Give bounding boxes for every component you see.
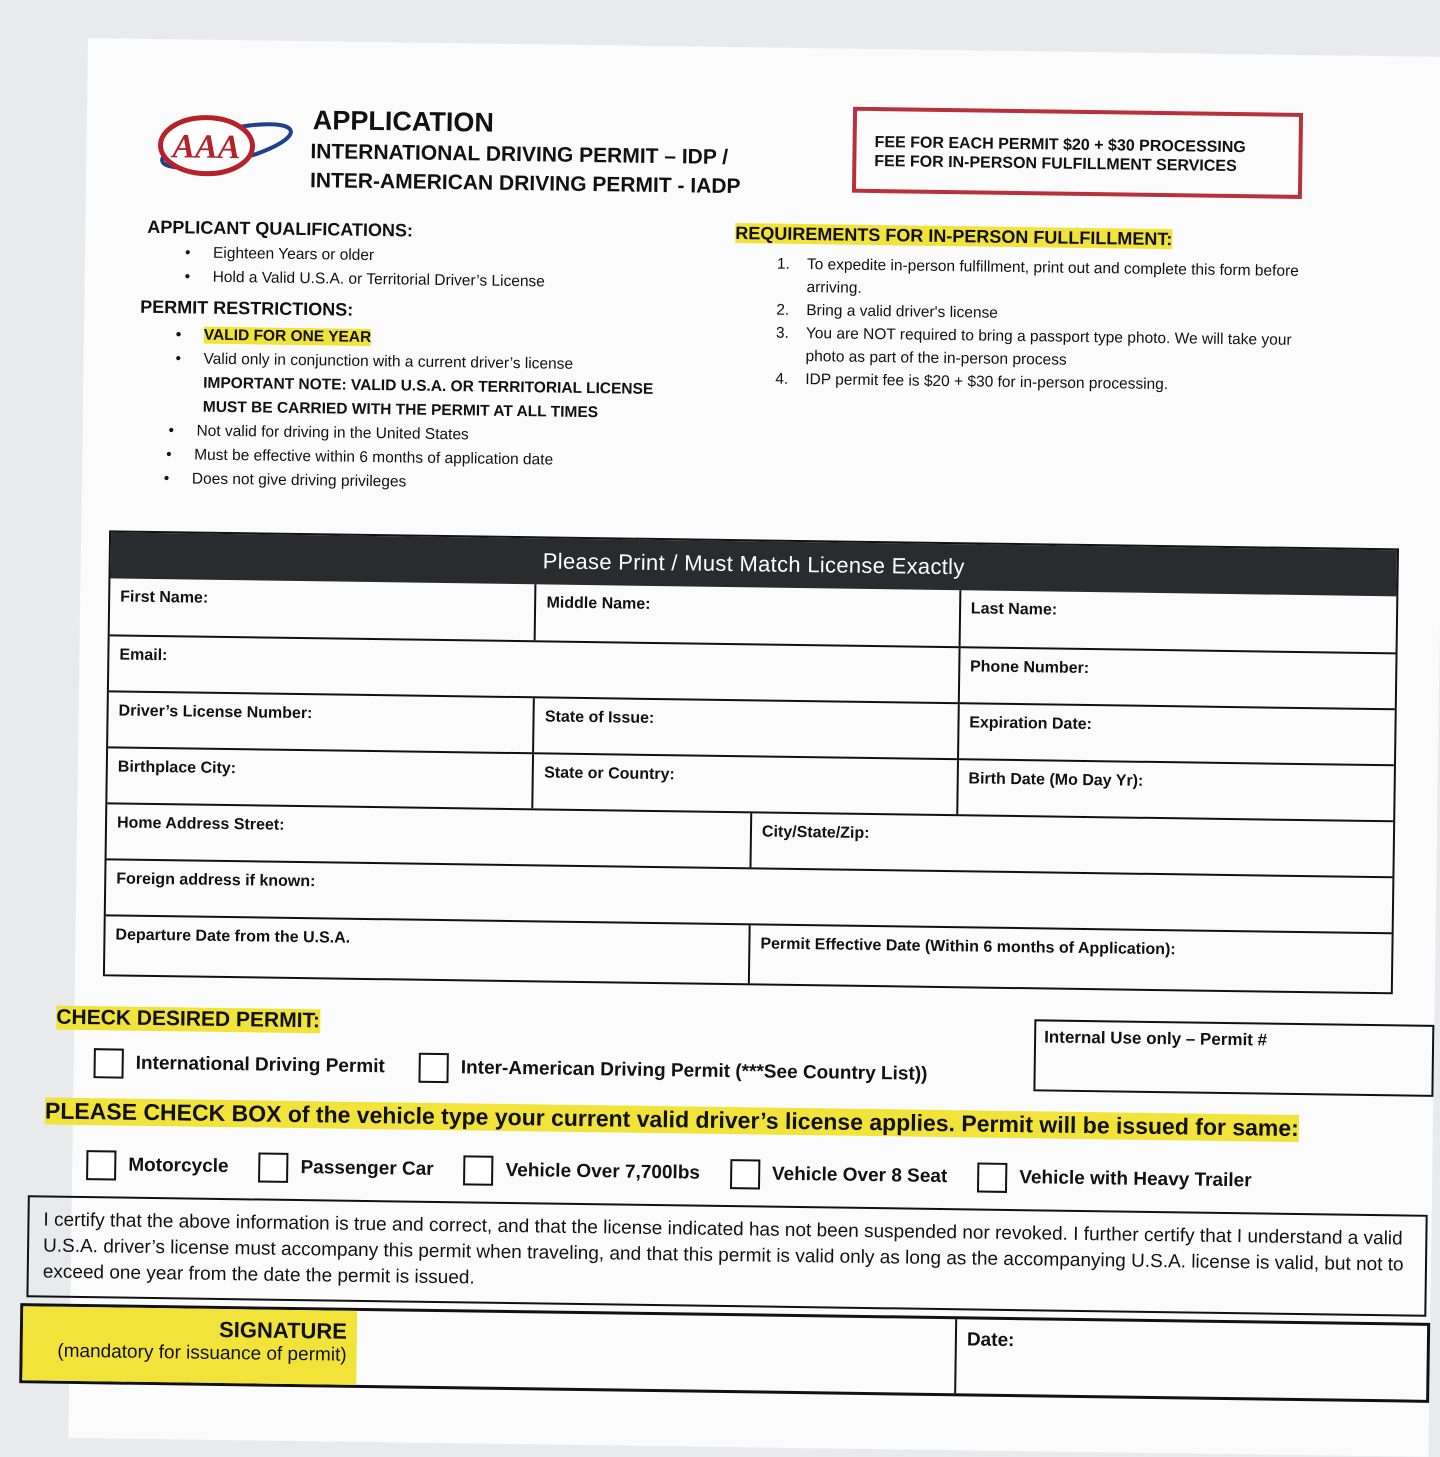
state-or-country-field[interactable]: State or Country: xyxy=(532,754,957,814)
permit-restrictions xyxy=(138,297,655,501)
check-permit-heading: CHECK DESIRED PERMIT: xyxy=(56,1005,321,1033)
subtitle-line-2: INTER-AMERICAN DRIVING PERMIT - IADP xyxy=(309,169,741,199)
first-name-field[interactable]: First Name: xyxy=(120,588,209,607)
signature-title: SIGNATURE xyxy=(218,1316,348,1344)
state-of-issue-field[interactable]: State of Issue: xyxy=(532,698,957,758)
fee-notice xyxy=(852,107,1303,199)
item-number: 4. xyxy=(775,370,789,388)
signature-subtitle: (mandatory for issuance of permit) xyxy=(57,1340,347,1366)
list-item: • Valid only in conjunction with a current driver’s license xyxy=(203,351,653,375)
middle-name-field[interactable]: Middle Name: xyxy=(534,584,959,646)
last-name-field[interactable]: Last Name: xyxy=(958,590,1396,652)
requirements-heading: REQUIREMENTS FOR IN-PERSON FULLFILLMENT: xyxy=(735,223,1173,250)
expiration-date-field[interactable]: Expiration Date: xyxy=(957,704,1395,764)
aaa-logo xyxy=(156,107,297,189)
option-label: International Driving Permit xyxy=(135,1052,385,1078)
form-subtitle xyxy=(310,137,741,201)
city-state-zip-field[interactable]: City/State/Zip: xyxy=(749,813,1393,876)
important-note-1: IMPORTANT NOTE: VALID U.S.A. OR TERRITORIAL LICENSE xyxy=(203,374,654,398)
item-text: To expedite in-person fulfillment, print out and complete this form before arriving. xyxy=(806,256,1299,297)
list-item xyxy=(204,327,654,351)
signature-label xyxy=(22,1306,357,1385)
form-banner: Please Print / Must Match License Exactly xyxy=(110,532,1397,596)
restrictions-heading: PERMIT RESTRICTIONS: xyxy=(140,296,354,320)
fee-line-1: FEE FOR EACH PERMIT $20 + $30 PROCESSING xyxy=(874,133,1246,157)
application-form-page xyxy=(42,38,1440,1457)
license-number-field[interactable]: Driver’s License Number: xyxy=(118,702,313,723)
list-item xyxy=(776,253,1305,306)
iadp-checkbox-option[interactable] xyxy=(419,1053,928,1090)
list-item xyxy=(775,322,1304,375)
applicant-qualifications xyxy=(146,217,545,298)
checkbox[interactable] xyxy=(977,1163,1007,1193)
item-number: 1. xyxy=(776,255,790,273)
item-number: 2. xyxy=(776,301,790,319)
motorcycle-option[interactable] xyxy=(86,1150,229,1182)
checkbox[interactable] xyxy=(258,1152,288,1182)
qualifications-heading: APPLICANT QUALIFICATIONS: xyxy=(147,216,414,241)
option-label: Motorcycle xyxy=(128,1154,229,1178)
permit-options xyxy=(93,1048,927,1090)
internal-use-box: Internal Use only – Permit # xyxy=(1033,1019,1434,1097)
option-label: Vehicle with Heavy Trailer xyxy=(1019,1167,1252,1192)
item-text: You are NOT required to bring a passport type photo. We will take your photo as part of the in-person process xyxy=(805,325,1292,369)
vehicle-options xyxy=(86,1150,1252,1196)
applicant-info-table xyxy=(103,530,1399,994)
list-item: • Eighteen Years or older xyxy=(213,245,545,268)
signature-row xyxy=(19,1303,1430,1403)
email-field[interactable]: Email: xyxy=(119,646,168,665)
valid-one-year-highlight: VALID FOR ONE YEAR xyxy=(203,326,372,346)
item-number: 3. xyxy=(775,324,790,342)
svg-text:AAA: AAA xyxy=(172,128,241,167)
heavy-trailer-option[interactable] xyxy=(977,1163,1252,1197)
foreign-address-field[interactable]: Foreign address if known: xyxy=(116,870,316,891)
vehicle-over-8-seat-option[interactable] xyxy=(730,1159,948,1192)
item-text: Bring a valid driver's license xyxy=(806,302,998,322)
home-address-field[interactable]: Home Address Street: xyxy=(116,814,285,834)
certification-statement: I certify that the above information is true and correct, and that the license indicated has not been suspended nor revoked. I further certify that I understand a valid U.S.A. driver’s license must accompany this permit when traveling, and that this permit is valid only as long as the accompanying U.S.A. license is valid, but not to exceed one year from the date the permit is issued. xyxy=(26,1195,1427,1317)
checkbox[interactable] xyxy=(730,1159,760,1189)
form-title: APPLICATION xyxy=(312,105,495,138)
option-label: Vehicle Over 7,700lbs xyxy=(505,1159,701,1184)
list-item: • Does not give driving privileges xyxy=(192,470,652,494)
birth-date-field[interactable]: Birth Date (Mo Day Yr): xyxy=(956,760,1394,820)
list-item: • Must be effective within 6 months of application date xyxy=(194,447,652,471)
vehicle-over-7700-option[interactable] xyxy=(463,1155,700,1188)
signature-field[interactable] xyxy=(356,1311,957,1393)
departure-date-field[interactable]: Departure Date from the U.S.A. xyxy=(115,926,351,947)
list-item: • Hold a Valid U.S.A. or Territorial Driver’s License xyxy=(213,269,545,292)
checkbox[interactable] xyxy=(93,1048,123,1078)
phone-field[interactable]: Phone Number: xyxy=(958,648,1396,708)
checkbox[interactable] xyxy=(86,1150,116,1180)
effective-date-field[interactable]: Permit Effective Date (Within 6 months of Application): xyxy=(748,925,1392,992)
in-person-requirements xyxy=(733,223,1305,398)
item-text: IDP permit fee is $20 + $30 for in-person processing. xyxy=(805,371,1169,394)
list-item: • Not valid for driving in the United States xyxy=(196,423,652,447)
vehicle-type-heading: PLEASE CHECK BOX of the vehicle type your current valid driver’s license applies. Permit will be issued for same: xyxy=(44,1097,1299,1142)
fee-line-2: FEE FOR IN-PERSON FULFILLMENT SERVICES xyxy=(874,152,1237,176)
idp-checkbox-option[interactable] xyxy=(93,1048,385,1082)
subtitle-line-1: INTERNATIONAL DRIVING PERMIT – IDP / xyxy=(310,140,729,169)
option-label: Vehicle Over 8 Seat xyxy=(771,1163,948,1188)
important-note-2: MUST BE CARRIED WITH THE PERMIT AT ALL TIMES xyxy=(202,398,599,422)
birthplace-city-field[interactable]: Birthplace City: xyxy=(117,758,237,778)
checkbox[interactable] xyxy=(463,1155,493,1185)
passenger-car-option[interactable] xyxy=(258,1152,433,1184)
option-label: Passenger Car xyxy=(300,1157,434,1180)
checkbox[interactable] xyxy=(419,1053,449,1083)
date-field[interactable]: Date: xyxy=(966,1329,1015,1352)
option-label: Inter-American Driving Permit (***See Country List)) xyxy=(460,1057,928,1085)
